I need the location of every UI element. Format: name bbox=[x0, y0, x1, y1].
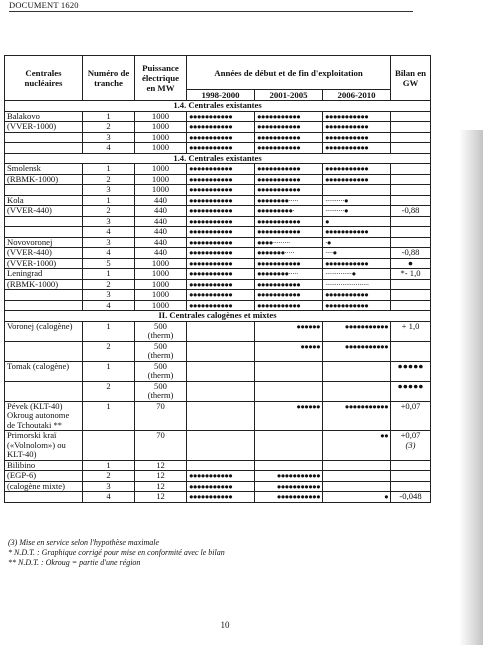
bilan-cell bbox=[391, 492, 431, 503]
table-row bbox=[5, 290, 431, 301]
power-line: 500 bbox=[154, 361, 167, 371]
table-row bbox=[5, 122, 431, 133]
period-2-cell: ●●●●●●●●●●● bbox=[255, 227, 323, 238]
period-3-cell: ●●●●●●●●●●● bbox=[323, 300, 391, 311]
period-3-cell: ●●●●●●●●●●● bbox=[323, 174, 391, 185]
period-3-cell: ····● bbox=[323, 248, 391, 259]
unit-number-cell: 3 bbox=[83, 185, 135, 196]
power-cell bbox=[135, 471, 187, 482]
period-3-cell: ●● bbox=[323, 431, 391, 461]
unit-number-cell: 2 bbox=[83, 471, 135, 482]
table-row bbox=[5, 269, 431, 280]
bilan-cell bbox=[391, 132, 431, 143]
unit-number-cell: 2 bbox=[83, 341, 135, 361]
power-cell: 1000 bbox=[135, 279, 187, 290]
bilan-cell bbox=[391, 185, 431, 196]
plant-name-cell bbox=[5, 341, 83, 361]
power-line: 70 bbox=[156, 401, 165, 411]
period-2-cell bbox=[255, 361, 323, 381]
period-1-cell: ●●●●●●●●●●● bbox=[187, 227, 255, 238]
period-1-cell: ●●●●●●●●●●● bbox=[187, 122, 255, 133]
power-cell: 440 bbox=[135, 227, 187, 238]
bilan-line: + 1,0 bbox=[401, 321, 420, 331]
plant-name-cell bbox=[5, 321, 83, 341]
power-cell bbox=[135, 401, 187, 431]
section-heading: II. Centrales calogènes et mixtes bbox=[5, 311, 431, 322]
bilan-cell bbox=[391, 290, 431, 301]
table-row bbox=[5, 111, 431, 122]
table-row bbox=[5, 471, 431, 482]
document-header: DOCUMENT 1620 bbox=[9, 0, 79, 10]
plant-name-cell: Balakovo bbox=[5, 111, 83, 122]
period-1-cell: ●●●●●●●●●●● bbox=[187, 164, 255, 175]
period-2-cell: ●●●●●●●●●●● bbox=[255, 143, 323, 154]
period-2-cell: ●●●●●●●●●●● bbox=[255, 174, 323, 185]
bilan-cell bbox=[391, 195, 431, 206]
period-1-cell bbox=[187, 401, 255, 431]
header-period-1: 1998-2000 bbox=[187, 90, 255, 101]
bilan-cell bbox=[391, 174, 431, 185]
period-1-cell: ●●●●●●●●●●● bbox=[187, 206, 255, 217]
period-1-cell bbox=[187, 460, 255, 471]
period-3-cell: ●●●●●●●●●●● bbox=[323, 122, 391, 133]
period-3-cell bbox=[323, 185, 391, 196]
period-2-cell: ●●●●●●●····· bbox=[255, 248, 323, 259]
power-cell: 1000 bbox=[135, 269, 187, 280]
table-row bbox=[5, 237, 431, 248]
footnote-ndt-1: * N.D.T. : Graphique corrigé pour mise en conformité avec le bilan bbox=[8, 548, 225, 557]
header-bilan: Bilan en GW bbox=[391, 56, 431, 101]
bilan-cell: *- 1,0 bbox=[391, 269, 431, 280]
period-1-cell bbox=[187, 431, 255, 461]
unit-number-cell: 3 bbox=[83, 481, 135, 492]
period-1-cell: ●●●●●●●●●●● bbox=[187, 143, 255, 154]
bilan-line: -0,048 bbox=[399, 491, 422, 501]
header-rule bbox=[9, 11, 413, 12]
bilan-cell bbox=[391, 279, 431, 290]
plant-name-cell bbox=[5, 492, 83, 503]
bilan-cell: ● bbox=[391, 258, 431, 269]
period-2-cell: ●●●●●●●●●· bbox=[255, 206, 323, 217]
period-3-cell bbox=[323, 481, 391, 492]
period-2-cell: ●●●●● bbox=[255, 341, 323, 361]
period-2-cell bbox=[255, 431, 323, 461]
table-row bbox=[5, 341, 431, 361]
unit-number-cell: 1 bbox=[83, 361, 135, 381]
period-2-cell: ●●●●●●●●●●● bbox=[255, 258, 323, 269]
bilan-line: +0,07 bbox=[400, 401, 421, 411]
table-row bbox=[5, 258, 431, 269]
table-row bbox=[5, 401, 431, 431]
nuclear-plants-table bbox=[4, 55, 431, 503]
period-1-cell: ●●●●●●●●●●● bbox=[187, 279, 255, 290]
plant-name-cell bbox=[5, 361, 83, 381]
plant-name-cell bbox=[5, 471, 83, 482]
period-1-cell: ●●●●●●●●●●● bbox=[187, 492, 255, 503]
table-row bbox=[5, 279, 431, 290]
plant-name-line: de Tchoutaki ** bbox=[7, 419, 63, 430]
power-line: (therm) bbox=[147, 350, 174, 360]
period-2-cell bbox=[255, 381, 323, 401]
unit-number-cell: 2 bbox=[83, 279, 135, 290]
period-2-cell: ●●●●●●●●●●● bbox=[255, 492, 323, 503]
period-3-cell: ● bbox=[323, 216, 391, 227]
header-period-2: 2001-2005 bbox=[255, 90, 323, 101]
plant-name-cell bbox=[5, 460, 83, 471]
plant-name-cell: (VVER-440) bbox=[5, 248, 83, 259]
period-1-cell: ●●●●●●●●●●● bbox=[187, 195, 255, 206]
power-cell: 440 bbox=[135, 195, 187, 206]
power-cell: 440 bbox=[135, 237, 187, 248]
power-line: 12 bbox=[156, 481, 165, 491]
table-row bbox=[5, 185, 431, 196]
period-3-cell: ●●●●●●●●●●● bbox=[323, 111, 391, 122]
period-1-cell: ●●●●●●●●●●● bbox=[187, 111, 255, 122]
period-2-cell: ●●●●●●●●●●● bbox=[255, 164, 323, 175]
unit-number-cell: 1 bbox=[83, 321, 135, 341]
power-cell: 1000 bbox=[135, 132, 187, 143]
bilan-line: (3) bbox=[405, 439, 416, 450]
period-2-cell: ●●●●●●●●●●● bbox=[255, 185, 323, 196]
unit-number-cell: 4 bbox=[83, 492, 135, 503]
bilan-cell bbox=[391, 361, 431, 381]
table-row bbox=[5, 381, 431, 401]
period-3-cell: ●●●●●●●●●●● bbox=[323, 258, 391, 269]
bilan-cell bbox=[391, 460, 431, 471]
bilan-cell bbox=[391, 341, 431, 361]
period-2-cell: ●●●●●● bbox=[255, 321, 323, 341]
period-3-cell bbox=[323, 381, 391, 401]
period-1-cell: ●●●●●●●●●●● bbox=[187, 290, 255, 301]
unit-number-cell: 4 bbox=[83, 143, 135, 154]
period-2-cell: ●●●●●●●●●●● bbox=[255, 300, 323, 311]
unit-number-cell: 1 bbox=[83, 195, 135, 206]
period-2-cell: ●●●●········· bbox=[255, 237, 323, 248]
period-3-cell: ··········● bbox=[323, 206, 391, 217]
power-line: 12 bbox=[156, 460, 165, 470]
table-row bbox=[5, 206, 431, 217]
header-annees: Années de début et de fin d'exploitation bbox=[187, 56, 391, 90]
plant-name-line: Pévek (KLT-40) bbox=[7, 401, 63, 411]
plant-name-line: (calogène mixte) bbox=[7, 481, 65, 491]
period-3-cell: ●●●●●●●●●●● bbox=[323, 143, 391, 154]
table-row bbox=[5, 216, 431, 227]
table-row bbox=[5, 481, 431, 492]
unit-number-cell: 1 bbox=[83, 460, 135, 471]
section-heading: 1.4. Centrales existantes bbox=[5, 101, 431, 112]
period-1-cell: ●●●●●●●●●●● bbox=[187, 237, 255, 248]
footnote-3: (3) Mise en service selon l'hypothèse maximale bbox=[8, 538, 159, 547]
plant-name-line: (EGP-6) bbox=[7, 470, 37, 480]
plant-name-cell bbox=[5, 185, 83, 196]
bilan-cell: -0,88 bbox=[391, 206, 431, 217]
power-cell: 1000 bbox=[135, 258, 187, 269]
table-row bbox=[5, 361, 431, 381]
plant-name-cell: Smolensk bbox=[5, 164, 83, 175]
power-cell bbox=[135, 431, 187, 461]
bilan-cell bbox=[391, 122, 431, 133]
power-line: 70 bbox=[156, 430, 165, 440]
period-1-cell bbox=[187, 341, 255, 361]
period-3-cell bbox=[323, 361, 391, 381]
plant-name-cell: Kola bbox=[5, 195, 83, 206]
plant-name-line: («Volnolom») ou bbox=[7, 439, 66, 450]
plant-name-cell bbox=[5, 132, 83, 143]
unit-number-cell: 4 bbox=[83, 227, 135, 238]
period-1-cell: ●●●●●●●●●●● bbox=[187, 471, 255, 482]
bilan-cell bbox=[391, 143, 431, 154]
header-numero: Numéro de tranche bbox=[83, 56, 135, 101]
power-cell: 1000 bbox=[135, 174, 187, 185]
power-cell bbox=[135, 321, 187, 341]
period-3-cell: ● bbox=[323, 492, 391, 503]
unit-number-cell: 3 bbox=[83, 237, 135, 248]
table-row bbox=[5, 195, 431, 206]
plant-name-cell bbox=[5, 290, 83, 301]
plant-name-cell: (VVER-1000) bbox=[5, 258, 83, 269]
unit-number-cell: 4 bbox=[83, 300, 135, 311]
unit-number-cell bbox=[83, 431, 135, 461]
unit-number-cell: 1 bbox=[83, 164, 135, 175]
period-1-cell bbox=[187, 321, 255, 341]
table-row bbox=[5, 300, 431, 311]
unit-number-cell: 2 bbox=[83, 206, 135, 217]
bilan-cell bbox=[391, 164, 431, 175]
unit-number-cell: 1 bbox=[83, 111, 135, 122]
period-2-cell: ●●●●●● bbox=[255, 401, 323, 431]
plant-name-cell: Novovoronej bbox=[5, 237, 83, 248]
power-line: 500 bbox=[154, 381, 167, 391]
plant-name-cell: (VVER-440) bbox=[5, 206, 83, 217]
period-2-cell: ●●●●●●●●●●● bbox=[255, 216, 323, 227]
period-2-cell: ●●●●●●●●●●● bbox=[255, 132, 323, 143]
bilan-line: ●●●●● bbox=[397, 381, 424, 391]
plant-name-line: Primorski kraï bbox=[7, 430, 57, 440]
plant-name-line: Voronej (calogène) bbox=[7, 321, 73, 331]
power-cell: 1000 bbox=[135, 122, 187, 133]
power-cell: 440 bbox=[135, 206, 187, 217]
plant-name-line: Bilibino bbox=[7, 460, 36, 470]
table-row bbox=[5, 492, 431, 503]
header-puissance: Puissance électrique en MW bbox=[135, 56, 187, 101]
plant-name-cell bbox=[5, 481, 83, 492]
unit-number-cell: 3 bbox=[83, 216, 135, 227]
plant-name-cell: (RBMK-1000) bbox=[5, 279, 83, 290]
table-row bbox=[5, 248, 431, 259]
period-3-cell: ●●●●●●●●●●● bbox=[323, 401, 391, 431]
period-3-cell: ●●●●●●●●●●● bbox=[323, 341, 391, 361]
plant-name-line: Okroug autonome bbox=[7, 410, 70, 420]
power-line: 500 bbox=[154, 341, 167, 351]
table-row bbox=[5, 132, 431, 143]
period-2-cell: ●●●●●●●●····· bbox=[255, 195, 323, 206]
plant-name-cell bbox=[5, 381, 83, 401]
power-cell bbox=[135, 481, 187, 492]
plant-name-cell bbox=[5, 143, 83, 154]
period-3-cell: ··············● bbox=[323, 269, 391, 280]
table-row bbox=[5, 164, 431, 175]
power-line: 12 bbox=[156, 491, 165, 501]
period-1-cell: ●●●●●●●●●●● bbox=[187, 185, 255, 196]
page-edge-shadow bbox=[459, 130, 483, 645]
unit-number-cell: 1 bbox=[83, 401, 135, 431]
period-3-cell: ●●●●●●●●●●● bbox=[323, 132, 391, 143]
bilan-cell bbox=[391, 381, 431, 401]
plant-name-line: KLT-40) bbox=[7, 449, 37, 459]
power-cell: 440 bbox=[135, 248, 187, 259]
bilan-cell bbox=[391, 431, 431, 461]
plant-name-cell bbox=[5, 431, 83, 461]
bilan-cell bbox=[391, 401, 431, 431]
plant-name-cell: (RBMK-1000) bbox=[5, 174, 83, 185]
power-cell: 1000 bbox=[135, 164, 187, 175]
plant-name-cell: Leningrad bbox=[5, 269, 83, 280]
period-2-cell: ●●●●●●●●●●● bbox=[255, 111, 323, 122]
period-1-cell: ●●●●●●●●●●● bbox=[187, 174, 255, 185]
power-cell bbox=[135, 460, 187, 471]
bilan-cell bbox=[391, 471, 431, 482]
bilan-cell bbox=[391, 111, 431, 122]
unit-number-cell: 4 bbox=[83, 248, 135, 259]
period-2-cell: ●●●●●●●●●●● bbox=[255, 279, 323, 290]
period-2-cell: ●●●●●●●●●●● bbox=[255, 290, 323, 301]
period-1-cell: ●●●●●●●●●●● bbox=[187, 269, 255, 280]
period-2-cell: ●●●●●●●●●●● bbox=[255, 471, 323, 482]
table-row bbox=[5, 174, 431, 185]
footnote-ndt-2: ** N.D.T. : Okroug = partie d'une région bbox=[8, 558, 141, 567]
power-cell bbox=[135, 492, 187, 503]
bilan-cell bbox=[391, 227, 431, 238]
power-cell: 440 bbox=[135, 216, 187, 227]
power-cell: 1000 bbox=[135, 290, 187, 301]
unit-number-cell: 2 bbox=[83, 381, 135, 401]
header-period-3: 2006-2010 bbox=[323, 90, 391, 101]
period-3-cell: ·● bbox=[323, 237, 391, 248]
power-line: (therm) bbox=[147, 370, 174, 380]
section-heading: 1.4. Centrales existantes bbox=[5, 153, 431, 164]
unit-number-cell: 3 bbox=[83, 290, 135, 301]
plant-name-cell bbox=[5, 216, 83, 227]
period-3-cell: ●●●●●●●●●●● bbox=[323, 290, 391, 301]
power-cell bbox=[135, 361, 187, 381]
table-row bbox=[5, 460, 431, 471]
power-line: (therm) bbox=[147, 390, 174, 400]
plant-name-line: Tomak (calogène) bbox=[7, 361, 70, 371]
period-1-cell: ●●●●●●●●●●● bbox=[187, 258, 255, 269]
table-row bbox=[5, 143, 431, 154]
bilan-cell bbox=[391, 216, 431, 227]
bilan-line: +0,07 bbox=[400, 430, 421, 440]
period-2-cell: ●●●●●●●●●●● bbox=[255, 481, 323, 492]
plant-name-cell bbox=[5, 300, 83, 311]
power-line: 12 bbox=[156, 470, 165, 480]
period-2-cell bbox=[255, 460, 323, 471]
period-3-cell: ······················· bbox=[323, 279, 391, 290]
bilan-cell bbox=[391, 237, 431, 248]
table-row bbox=[5, 321, 431, 341]
unit-number-cell: 5 bbox=[83, 258, 135, 269]
unit-number-cell: 2 bbox=[83, 122, 135, 133]
bilan-cell bbox=[391, 321, 431, 341]
bilan-cell bbox=[391, 481, 431, 492]
power-cell bbox=[135, 381, 187, 401]
power-cell: 1000 bbox=[135, 185, 187, 196]
bilan-line: ●●●●● bbox=[397, 361, 424, 371]
power-cell: 1000 bbox=[135, 300, 187, 311]
period-1-cell: ●●●●●●●●●●● bbox=[187, 300, 255, 311]
bilan-cell bbox=[391, 300, 431, 311]
table-row bbox=[5, 227, 431, 238]
plant-name-cell: (VVER-1000) bbox=[5, 122, 83, 133]
period-1-cell: ●●●●●●●●●●● bbox=[187, 132, 255, 143]
period-3-cell bbox=[323, 471, 391, 482]
plant-name-cell bbox=[5, 401, 83, 431]
period-1-cell bbox=[187, 361, 255, 381]
period-1-cell bbox=[187, 381, 255, 401]
period-3-cell: ●●●●●●●●●●● bbox=[323, 164, 391, 175]
plant-name-cell bbox=[5, 227, 83, 238]
period-3-cell: ··········● bbox=[323, 195, 391, 206]
bilan-cell: -0,88 bbox=[391, 248, 431, 259]
power-cell: 1000 bbox=[135, 111, 187, 122]
period-3-cell: ●●●●●●●●●●● bbox=[323, 227, 391, 238]
period-1-cell: ●●●●●●●●●●● bbox=[187, 481, 255, 492]
period-1-cell: ●●●●●●●●●●● bbox=[187, 216, 255, 227]
unit-number-cell: 3 bbox=[83, 132, 135, 143]
unit-number-cell: 1 bbox=[83, 269, 135, 280]
power-cell: 1000 bbox=[135, 143, 187, 154]
power-line: 500 bbox=[154, 321, 167, 331]
period-3-cell bbox=[323, 460, 391, 471]
power-cell bbox=[135, 341, 187, 361]
period-3-cell: ●●●●●●●●●●● bbox=[323, 321, 391, 341]
period-1-cell: ●●●●●●●●●●● bbox=[187, 248, 255, 259]
period-2-cell: ●●●●●●●●····· bbox=[255, 269, 323, 280]
page-number: 10 bbox=[220, 620, 230, 630]
power-line: (therm) bbox=[147, 330, 174, 340]
header-centrales: Centrales nucléaires bbox=[5, 56, 83, 101]
period-2-cell: ●●●●●●●●●●● bbox=[255, 122, 323, 133]
unit-number-cell: 2 bbox=[83, 174, 135, 185]
table-row bbox=[5, 431, 431, 461]
